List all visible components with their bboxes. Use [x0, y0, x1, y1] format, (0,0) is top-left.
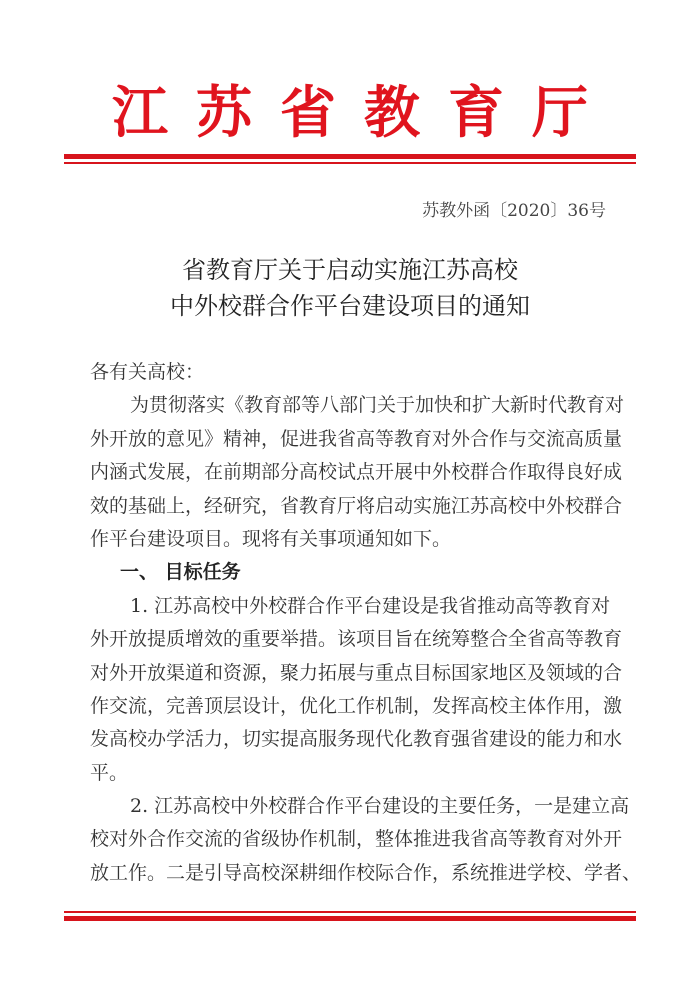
footer-rule-thick [64, 916, 636, 921]
paragraph-line: 作平台建设项目。现将有关事项通知如下。 [90, 527, 452, 550]
paragraph-line: 外开放的意见》精神，促进我省高等教育对外合作与交流高质量 [90, 427, 623, 450]
section-heading: 一、 目标任务 [120, 561, 241, 584]
header-rule-thin [64, 162, 636, 164]
paragraph-line: 效的基础上，经研究，省教育厅将启动实施江苏高校中外校群合 [90, 494, 623, 517]
paragraph-line: 对外开放渠道和资源，聚力拓展与重点目标国家地区及领域的合 [90, 661, 623, 684]
salutation: 各有关高校： [90, 361, 205, 383]
paragraph-line: 作交流，完善顶层设计，优化工作机制，发挥高校主体作用，激 [90, 694, 623, 717]
masthead-title: 江苏省教育厅 [112, 80, 616, 146]
paragraph-line: 发高校办学活力，切实提高服务现代化教育强省建设的能力和水 [90, 728, 623, 751]
document-number: 苏教外函〔2020〕36号 [422, 201, 606, 221]
paragraph-line: 平。 [90, 761, 129, 784]
title-line: 中外校群合作平台建设项目的通知 [170, 292, 530, 320]
paragraph-line: 1. 江苏高校中外校群合作平台建设是我省推动高等教育对 [130, 594, 611, 617]
document-body [90, 356, 642, 890]
paragraph-line: 外开放提质增效的重要举措。该项目旨在统筹整合全省高等教育 [90, 628, 623, 651]
paragraph-line: 放工作。二是引导高校深耕细作校际合作，系统推进学校、学者、 [90, 861, 642, 884]
header-rule-thick [64, 154, 636, 159]
paragraph-line: 为贯彻落实《教育部等八部门关于加快和扩大新时代教育对 [130, 394, 625, 417]
paragraph-line: 内涵式发展，在前期部分高校试点开展中外校群合作取得良好成 [90, 461, 623, 484]
footer-rule-thin [64, 911, 636, 913]
paragraph-line: 校对外合作交流的省级协作机制，整体推进我省高等教育对外开 [90, 828, 623, 851]
document-title [0, 252, 700, 324]
title-line: 省教育厅关于启动实施江苏高校 [182, 256, 518, 284]
paragraph-line: 2. 江苏高校中外校群合作平台建设的主要任务，一是建立高 [130, 795, 630, 818]
